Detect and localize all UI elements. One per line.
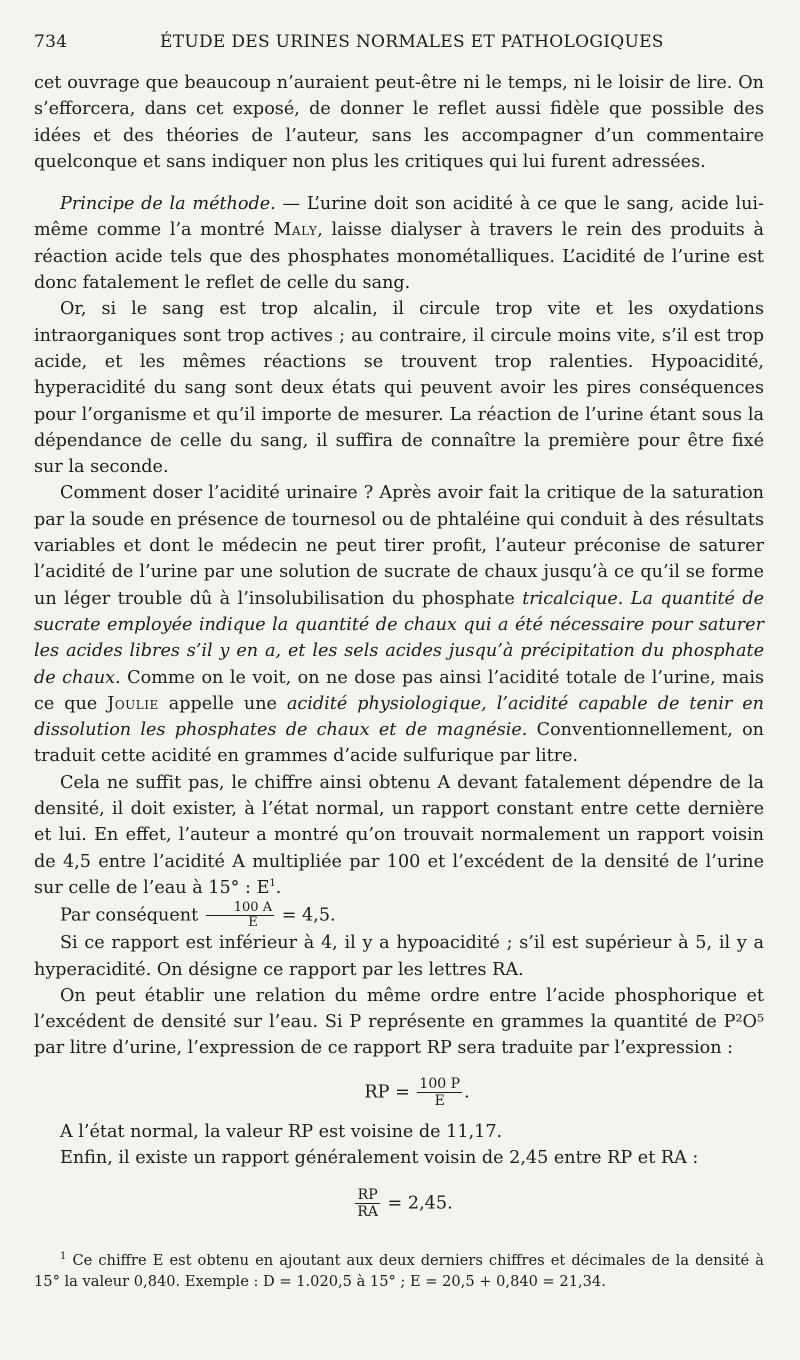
paragraph-4-text-f: Conventionnellement, on traduit cette acidité en grammes d’acide sulfurique par litre. <box>34 720 764 767</box>
page-header <box>34 26 764 56</box>
formula-rp-ra-denominator: RA <box>357 1204 378 1221</box>
paragraph-4-text-c: Comme on le voit, on ne dose pas ainsi l’acidité totale de l’urine, mais ce que <box>34 667 764 714</box>
paragraph-3: Or, si le sang est trop alcalin, il circule trop vite et les oxydations intraorganiques sont trop actives ; au contraire, il circule moins vite, s’il est trop acide, et les mêmes réactions se trouvent trop ralenties. Hypoacidité, hyperacidité du sang sont deux états qui peuvent avoir les pires conséquences pour l’organisme et qu’il importe de mesurer. La réaction de l’urine étant sous la dépendance de celle du sang, il suffira de connaître la première pour être fixé sur la seconde. <box>34 299 764 478</box>
paragraph-principe-text-b: , laisse dialyser à travers le rein des produits à réaction acide tels que des phosphates monométalliques. L’acidité de l’urine est donc fatalement le reflet de celle du sang. <box>34 220 765 294</box>
body-text <box>34 70 764 1220</box>
formula-rp-lhs: RP = <box>364 1082 416 1103</box>
formula-rp-ra-numerator: RP <box>355 1187 380 1204</box>
paragraph-4-italic-e: acidité physiologique, l’acidité capable de tenir en dissolution les phosphates de chaux et de magnésie. <box>34 693 764 741</box>
formula-rp-tail: . <box>464 1082 470 1103</box>
footnote <box>34 1250 764 1292</box>
section-heading: Principe de la méthode. <box>60 194 276 215</box>
paragraph-6 <box>34 901 764 930</box>
paragraph-5 <box>34 770 764 901</box>
paragraph-principe-text-a: — L’urine doit son acidité à ce que le sang, acide lui-même comme l’a montré <box>34 194 764 241</box>
footnote-text: Ce chiffre E est obtenu en ajoutant aux deux derniers chiffres et décimales de la densité à 15° la valeur 0,840. Exemple : D = 1.020,5 à 15° ; E = 20,5 + 0,840 = 21,34. <box>34 1252 764 1291</box>
paragraph-8: On peut établir une relation du même ordre entre l’acide phosphorique et l’excédent de densité sur l’eau. Si P représente en grammes la quantité de P²O⁵ par litre d’urine, l’expression de ce rapport RP sera traduite par l’expression : <box>34 985 764 1059</box>
author-name-maly: Maly <box>273 220 318 241</box>
paragraph-5-end: . <box>275 877 282 898</box>
paragraph-4-text-a: Comment doser l’acidité urinaire ? Après avoir fait la critique de la saturation par la soude en présence de tournesol ou de phtaléine qui conduit à des résultats variables et dont le médecin ne peut tirer profit, l’auteur préconise de saturer l’acidité de l’urine par une solution de sucrate de chaux jusqu’à ce qu’il se forme un léger trouble dû à l’insolubilisation du phosphate <box>34 483 764 609</box>
footnote-reference: 1 <box>269 878 276 890</box>
author-name-joulie: Joulie <box>107 693 159 714</box>
running-head: ÉTUDE DES URINES NORMALES ET PATHOLOGIQUES <box>160 32 664 52</box>
footnote-mark: 1 <box>60 1251 67 1263</box>
paragraph-6-tail: = 4,5. <box>276 905 336 926</box>
fraction-ra-denominator: E <box>248 915 258 931</box>
paragraph-7: Si ce rapport est inférieur à 4, il y a hypoacidité ; s’il est supérieur à 5, il y a hyperacidité. On désigne ce rapport par les lettres RA. <box>34 933 764 980</box>
formula-rp-denominator: E <box>434 1092 445 1109</box>
paragraph-4 <box>34 480 764 769</box>
formula-rp-ra-fraction <box>355 1187 380 1220</box>
fraction-ra-numerator: 100 A <box>206 901 274 916</box>
paragraph-4-text-d: appelle une <box>158 693 287 714</box>
fraction-ra <box>206 901 274 930</box>
page-number: 734 <box>34 32 68 52</box>
paragraph-1: cet ouvrage que beaucoup n’auraient peut-être ni le temps, ni le loisir de lire. On s’efforcera, dans cet exposé, de donner le reflet aussi fidèle que possible des idées et des théories de l’auteur, sans les accompagner d’un commentaire quelconque et sans indiquer non plus les critiques qui lui furent adressées. <box>34 73 764 172</box>
formula-rp-ra <box>34 1187 764 1220</box>
paragraph-6-lead: Par conséquent <box>60 905 204 926</box>
formula-rp <box>34 1076 764 1109</box>
paragraph-9: A l’état normal, la valeur RP est voisine de 11,17. <box>60 1121 503 1142</box>
formula-rp-numerator: 100 P <box>419 1075 460 1092</box>
paragraph-10: Enfin, il existe un rapport généralement voisin de 2,45 entre RP et RA : <box>60 1147 699 1168</box>
paragraph-principe <box>34 191 764 296</box>
formula-rp-fraction <box>417 1076 462 1109</box>
formula-rp-ra-tail: = 2,45. <box>381 1193 453 1214</box>
paragraph-5-text: Cela ne suffit pas, le chiffre ainsi obtenu A devant fatalement dépendre de la densité, il doit exister, à l’état normal, un rapport constant entre cette dernière et lui. En effet, l’auteur a montré qu’on trouvait normalement un rapport voisin de 4,5 entre l’acidité A multipliée par 100 et l’excédent de la densité de l’urine sur celle de l’eau à 15° : E <box>34 772 764 898</box>
paragraph-4-italic-b: tricalcique. La quantité de sucrate employée indique la quantité de chaux qui a été nécessaire pour saturer les acides libres s’il y en a, et les sels acides jusqu’à précipitation du phosphate de chaux. <box>34 588 765 688</box>
